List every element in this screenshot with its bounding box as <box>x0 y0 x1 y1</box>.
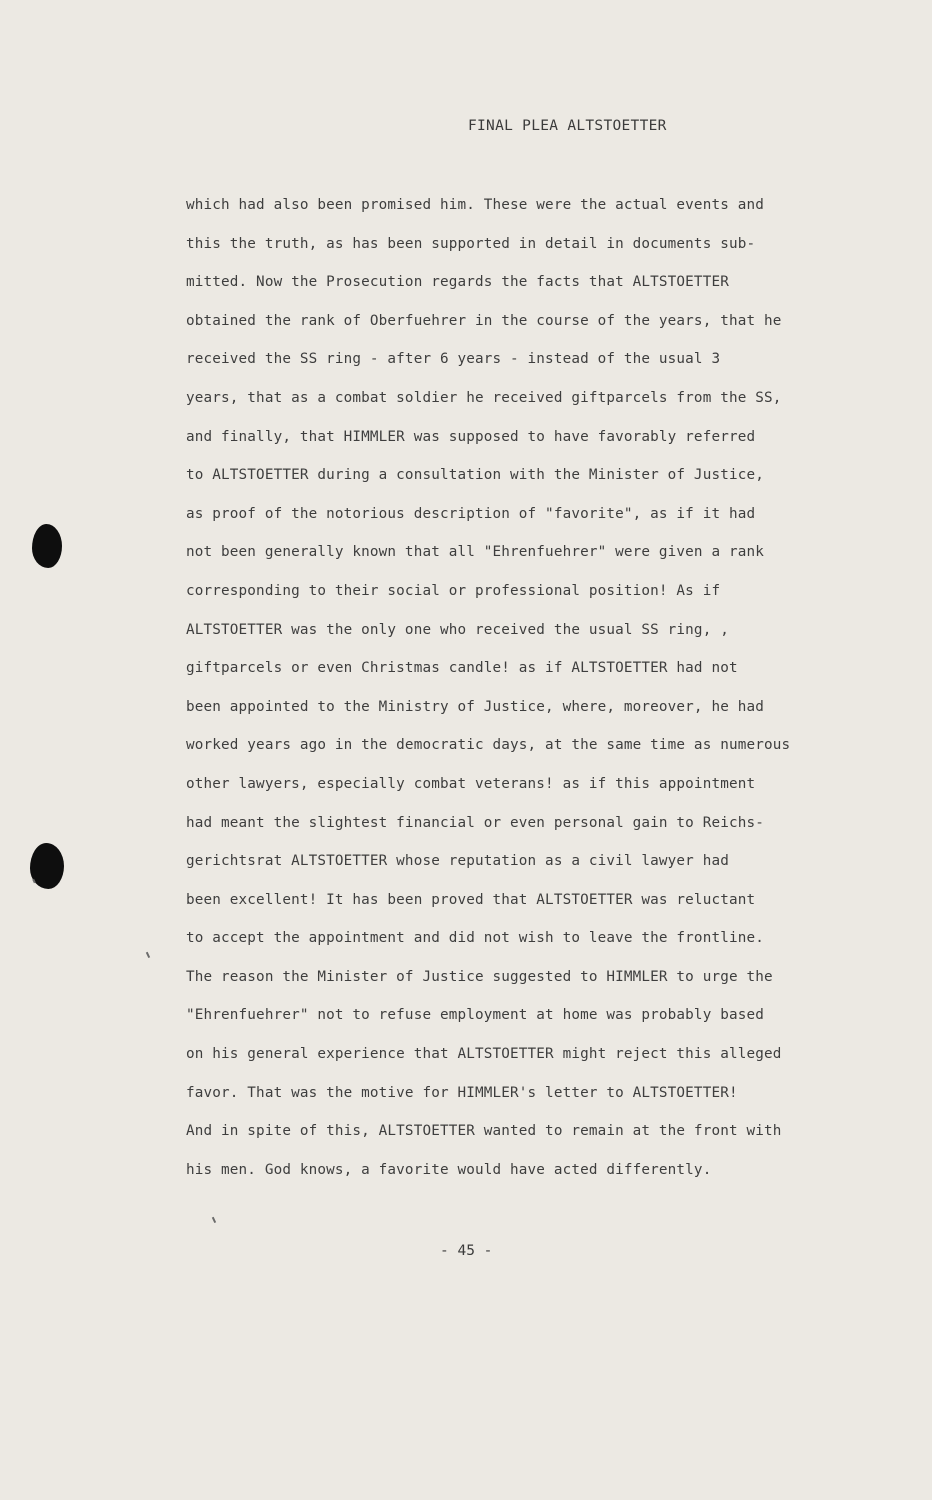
text-line: obtained the rank of Oberfuehrer in the course of the years, that he <box>186 312 782 329</box>
text-line: to accept the appointment and did not wish to leave the frontline. <box>186 930 764 947</box>
text-line: received the SS ring - after 6 years - instead of the usual 3 <box>186 351 721 368</box>
text-line: as proof of the notorious description of "favorite", as if it had <box>186 505 756 522</box>
text-line: gerichtsrat ALTSTOETTER whose reputation as a civil lawyer had <box>186 853 729 870</box>
text-line: worked years ago in the democratic days, at the same time as numerous <box>186 737 791 754</box>
text-line: favor. That was the motive for HIMMLER's letter to ALTSTOETTER! <box>186 1084 738 1101</box>
punch-hole-top <box>32 524 62 568</box>
text-line: not been generally known that all "Ehrenfuehrer" were given a rank <box>186 544 764 561</box>
text-line: been excellent! It has been proved that ALTSTOETTER was reluctant <box>186 891 756 908</box>
text-line: on his general experience that ALTSTOETTER might reject this alleged <box>186 1046 782 1063</box>
paper-speck <box>212 1217 216 1223</box>
text-line: The reason the Minister of Justice suggested to HIMMLER to urge the <box>186 968 773 985</box>
text-line: "Ehrenfuehrer" not to refuse employment at home was probably based <box>186 1007 764 1024</box>
text-line: other lawyers, especially combat veterans! as if this appointment <box>186 775 756 792</box>
text-line: to ALTSTOETTER during a consultation with the Minister of Justice, <box>186 467 764 484</box>
page-number: - 45 - <box>440 1243 493 1259</box>
text-line: his men. God knows, a favorite would have acted differently. <box>186 1161 712 1178</box>
text-line: this the truth, as has been supported in detail in documents sub- <box>186 235 756 252</box>
text-line: which had also been promised him. These were the actual events and <box>186 197 764 213</box>
text-line: and finally, that HIMMLER was supposed to have favorably referred <box>186 428 756 445</box>
text-line: mitted. Now the Prosecution regards the facts that ALTSTOETTER <box>186 274 729 291</box>
text-line: giftparcels or even Christmas candle! as if ALTSTOETTER had not <box>186 660 738 677</box>
text-line: years, that as a combat soldier he received giftparcels from the SS, <box>186 389 782 406</box>
text-line: had meant the slightest financial or even personal gain to Reichs- <box>186 814 764 831</box>
page-header: FINAL PLEA ALTSTOETTER <box>468 118 667 134</box>
text-line: ALTSTOETTER was the only one who received the usual SS ring, , <box>186 621 729 638</box>
body-text <box>186 193 876 1196</box>
text-line: been appointed to the Ministry of Justice, where, moreover, he had <box>186 698 764 715</box>
text-line: corresponding to their social or professional position! As if <box>186 582 721 599</box>
text-line: And in spite of this, ALTSTOETTER wanted to remain at the front with <box>186 1123 782 1140</box>
paper-speck <box>146 952 150 958</box>
